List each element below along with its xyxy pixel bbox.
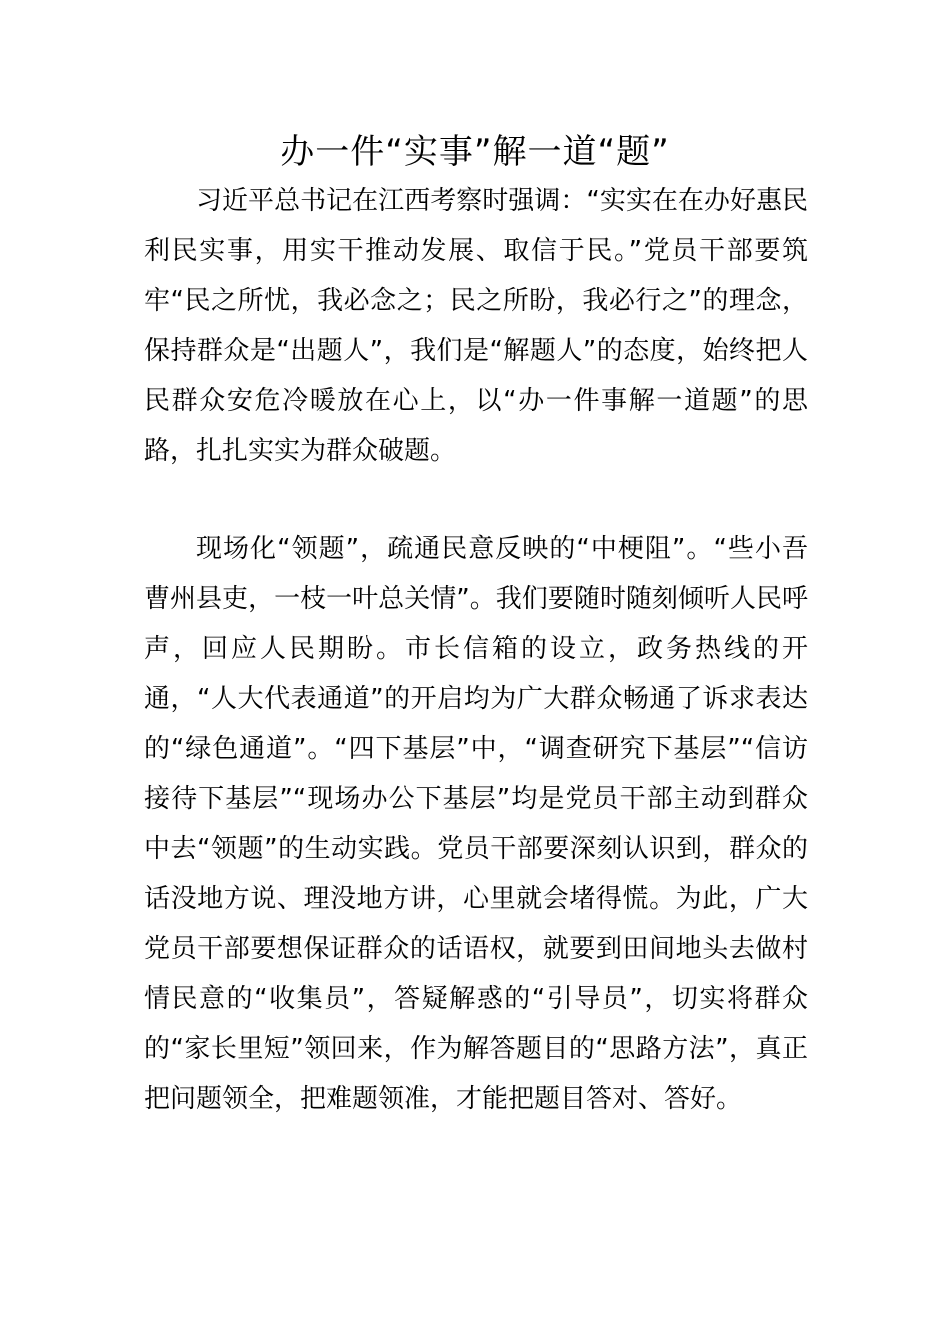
- document-title: 办一件“实事”解一道“题”: [280, 132, 670, 172]
- paragraph-intro: 习近平总书记在江西考察时强调：“实实在在办好惠民利民实事，用实干推动发展、取信于民。”党员干部要筑牢“民之所忧，我必念之；民之所盼，我必行之”的理念，保持群众是“出题人”，我们是“解题人”的态度，始终把人民群众安危冷暖放在心上，以“办一件事解一道题”的思路，扎扎实实为群众破题。: [144, 186, 808, 466]
- paragraph-collect-issues: 现场化“领题”，疏通民意反映的“中梗阻”。“些小吾曹州县吏，一枝一叶总关情”。我们要随时随刻倾听人民呼声，回应人民期盼。市长信箱的设立，政务热线的开通，“人大代表通道”的开启均为广大群众畅通了诉求表达的“绿色通道”。“四下基层”中，“调查研究下基层”“信访接待下基层”“现场办公下基层”均是党员干部主动到群众中去“领题”的生动实践。党员干部要深刻认识到，群众的话没地方说、理没地方讲，心里就会堵得慌。为此，广大党员干部要想保证群众的话语权，就要到田间地头去做村情民意的“收集员”，答疑解惑的“引导员”，切实将群众的“家长里短”领回来，作为解答题目的“思路方法”，真正把问题领全，把难题领准，才能把题目答对、答好。: [144, 534, 808, 1114]
